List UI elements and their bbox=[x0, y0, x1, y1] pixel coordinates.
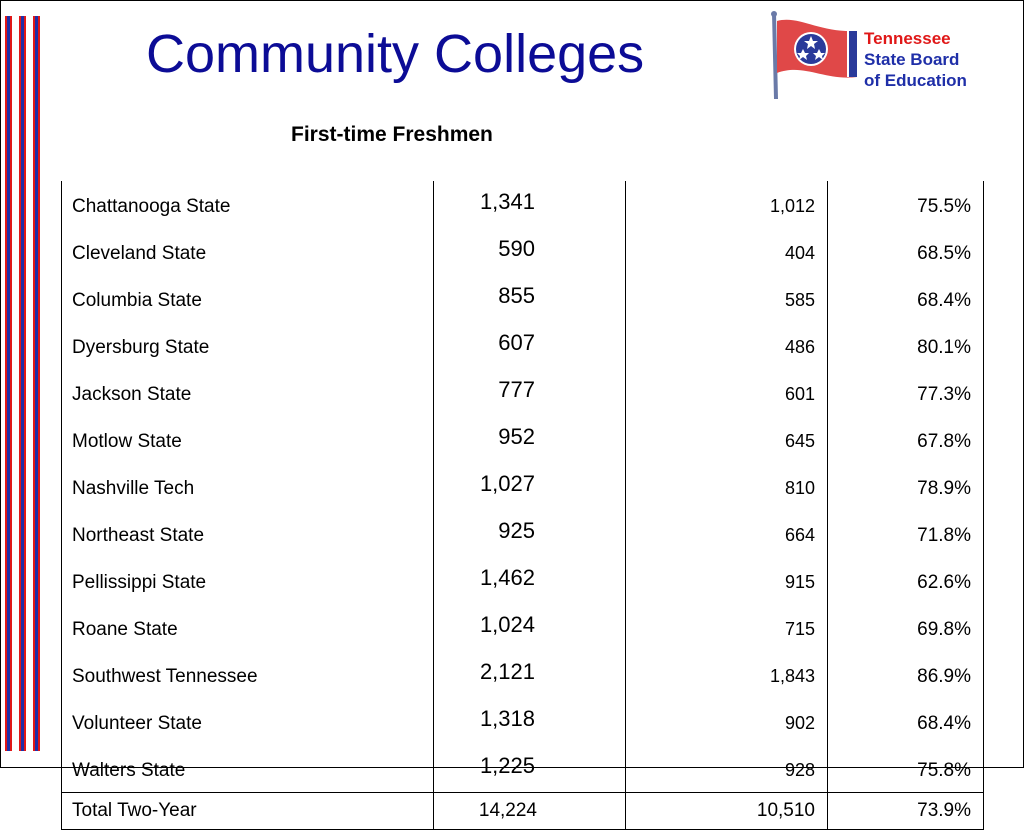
first-time-freshmen-count: 1,341 bbox=[434, 181, 626, 228]
total-label: Total Two-Year bbox=[62, 793, 434, 830]
table-row bbox=[62, 698, 984, 745]
college-name: Southwest Tennessee bbox=[62, 651, 434, 698]
second-count: 928 bbox=[626, 745, 828, 793]
college-name: Roane State bbox=[62, 604, 434, 651]
college-name: Chattanooga State bbox=[62, 181, 434, 228]
college-name: Motlow State bbox=[62, 416, 434, 463]
table-row bbox=[62, 228, 984, 275]
second-count: 585 bbox=[626, 275, 828, 322]
table-row bbox=[62, 604, 984, 651]
first-time-freshmen-count: 2,121 bbox=[434, 651, 626, 698]
logo-text bbox=[864, 28, 967, 91]
second-count: 810 bbox=[626, 463, 828, 510]
side-bar bbox=[5, 16, 12, 751]
first-time-freshmen-count: 925 bbox=[434, 510, 626, 557]
side-bar bbox=[19, 16, 26, 751]
percent-value: 68.4% bbox=[828, 698, 984, 745]
college-name: Pellissippi State bbox=[62, 557, 434, 604]
logo-line: State Board bbox=[864, 50, 960, 69]
total-percent: 73.9% bbox=[828, 793, 984, 830]
second-count: 915 bbox=[626, 557, 828, 604]
percent-value: 77.3% bbox=[828, 369, 984, 416]
second-count: 404 bbox=[626, 228, 828, 275]
first-time-freshmen-count: 1,318 bbox=[434, 698, 626, 745]
table-subtitle: First-time Freshmen bbox=[291, 123, 493, 146]
table-row bbox=[62, 557, 984, 604]
percent-value: 71.8% bbox=[828, 510, 984, 557]
second-count: 902 bbox=[626, 698, 828, 745]
logo-line: of Education bbox=[864, 71, 967, 90]
percent-value: 78.9% bbox=[828, 463, 984, 510]
table-row bbox=[62, 369, 984, 416]
college-name: Dyersburg State bbox=[62, 322, 434, 369]
decorative-side-bars bbox=[5, 16, 45, 751]
second-count: 486 bbox=[626, 322, 828, 369]
first-time-freshmen-count: 607 bbox=[434, 322, 626, 369]
college-name: Jackson State bbox=[62, 369, 434, 416]
table-row bbox=[62, 322, 984, 369]
freshmen-table bbox=[61, 181, 984, 830]
second-count: 1,012 bbox=[626, 181, 828, 228]
percent-value: 69.8% bbox=[828, 604, 984, 651]
table-row bbox=[62, 463, 984, 510]
college-name: Columbia State bbox=[62, 275, 434, 322]
second-count: 664 bbox=[626, 510, 828, 557]
first-time-freshmen-count: 952 bbox=[434, 416, 626, 463]
percent-value: 86.9% bbox=[828, 651, 984, 698]
college-name: Nashville Tech bbox=[62, 463, 434, 510]
tennessee-flag-icon bbox=[769, 11, 861, 103]
percent-value: 75.8% bbox=[828, 745, 984, 793]
table-row bbox=[62, 510, 984, 557]
first-time-freshmen-count: 1,462 bbox=[434, 557, 626, 604]
percent-value: 80.1% bbox=[828, 322, 984, 369]
logo-line: Tennessee bbox=[864, 29, 951, 48]
table-row bbox=[62, 181, 984, 228]
college-name: Northeast State bbox=[62, 510, 434, 557]
second-count: 715 bbox=[626, 604, 828, 651]
second-count: 601 bbox=[626, 369, 828, 416]
first-time-freshmen-count: 1,024 bbox=[434, 604, 626, 651]
table-row bbox=[62, 275, 984, 322]
table-row bbox=[62, 651, 984, 698]
tennessee-board-logo bbox=[769, 11, 999, 101]
first-time-freshmen-count: 590 bbox=[434, 228, 626, 275]
college-name: Volunteer State bbox=[62, 698, 434, 745]
first-time-freshmen-count: 1,225 bbox=[434, 745, 626, 793]
percent-value: 62.6% bbox=[828, 557, 984, 604]
second-count: 645 bbox=[626, 416, 828, 463]
table-row bbox=[62, 416, 984, 463]
first-time-freshmen-count: 777 bbox=[434, 369, 626, 416]
side-bar bbox=[33, 16, 40, 751]
first-time-freshmen-count: 1,027 bbox=[434, 463, 626, 510]
college-name: Cleveland State bbox=[62, 228, 434, 275]
percent-value: 68.4% bbox=[828, 275, 984, 322]
second-count: 1,843 bbox=[626, 651, 828, 698]
total-second-count: 10,510 bbox=[626, 793, 828, 830]
college-name: Walters State bbox=[62, 745, 434, 793]
table-row bbox=[62, 745, 984, 793]
percent-value: 68.5% bbox=[828, 228, 984, 275]
page-title: Community Colleges bbox=[146, 24, 645, 84]
first-time-freshmen-count: 855 bbox=[434, 275, 626, 322]
total-first-time-freshmen: 14,224 bbox=[434, 793, 626, 830]
percent-value: 75.5% bbox=[828, 181, 984, 228]
percent-value: 67.8% bbox=[828, 416, 984, 463]
total-row bbox=[62, 793, 984, 830]
